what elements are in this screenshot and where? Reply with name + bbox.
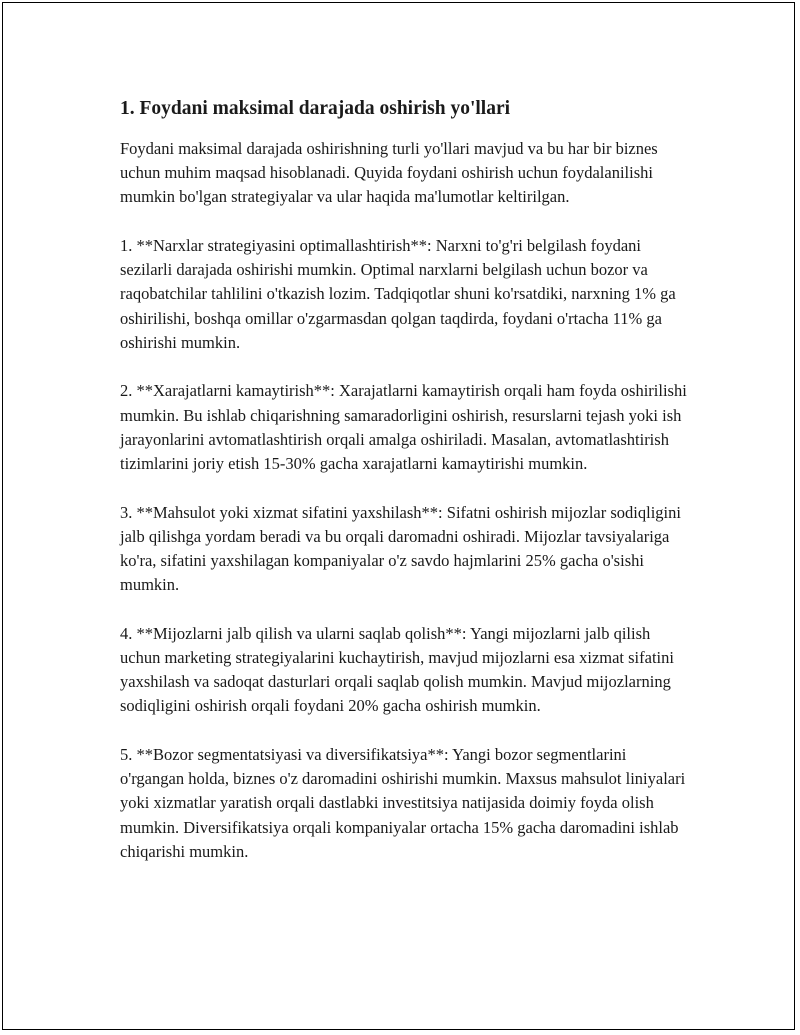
strategy-item-segmentation: 5. **Bozor segmentatsiyasi va diversifikatsiya**: Yangi bozor segmentlarini o'rgangan holda, biznes o'z daromadini oshirishi mumkin. Maxsus mahsulot liniyalari yoki xizmatlar yaratish orqali dastlabki investitsiya natijasida doimiy foyda olish mumkin. Diversifikatsiya orqali kompaniyalar ortacha 15% gacha daromadini ishlab chiqarishi mumkin.: [120, 745, 686, 861]
section-heading: 1. Foydani maksimal darajada oshirish yo'llari: [120, 98, 511, 119]
document-body: [120, 95, 690, 888]
strategy-item-quality: 3. **Mahsulot yoki xizmat sifatini yaxshilash**: Sifatni oshirish mijozlar sodiqligini jalb qilishga yordam beradi va bu orqali daromadni oshiradi. Mijozlar tavsiyalariga ko'ra, sifatini yaxshilagan kompaniyalar o'z savdo hajmlarini 25% gacha o'sishi mumkin.: [120, 502, 681, 595]
intro-paragraph: Foydani maksimal darajada oshirishning turli yo'llari mavjud va bu har bir biznes uchun muhim maqsad hisoblanadi. Quyida foydani oshirish uchun foydalanilishi mumkin bo'lgan strategiyalar va ular haqida ma'lumotlar keltirilgan.: [120, 139, 658, 207]
strategy-item-customers: 4. **Mijozlarni jalb qilish va ularni saqlab qolish**: Yangi mijozlarni jalb qilish uchun marketing strategiyalarini kuchaytirish, mavjud mijozlarni esa xizmat sifatini yaxshilash va sadoqat dasturlari orqali saqlab qolish mumkin. Mavjud mijozlarning sodiqligini oshirish orqali foydani 20% gacha oshirish mumkin.: [120, 623, 674, 716]
page-frame: [2, 2, 795, 1030]
strategy-item-cost-reduction: 2. **Xarajatlarni kamaytirish**: Xarajatlarni kamaytirish orqali ham foyda oshirilishi mumkin. Bu ishlab chiqarishning samaradorligini oshirish, resurslarni tejash yoki ish jarayonlarini avtomatlashtirish orqali amalga oshiriladi. Masalan, avtomatlashtirish tizimlarini joriy etish 15-30% gacha xarajatlarni kamaytirishi mumkin.: [120, 381, 687, 474]
strategy-item-pricing: 1. **Narxlar strategiyasini optimallashtirish**: Narxni to'g'ri belgilash foydani sezilarli darajada oshirishi mumkin. Optimal narxlarni belgilash uchun bozor va raqobatchilar tahlilini o'tkazish lozim. Tadqiqotlar shuni ko'rsatdiki, narxning 1% ga oshirilishi, boshqa omillar o'zgarmasdan qolgan taqdirda, foydani o'rtacha 11% ga oshirishi mumkin.: [120, 236, 676, 352]
